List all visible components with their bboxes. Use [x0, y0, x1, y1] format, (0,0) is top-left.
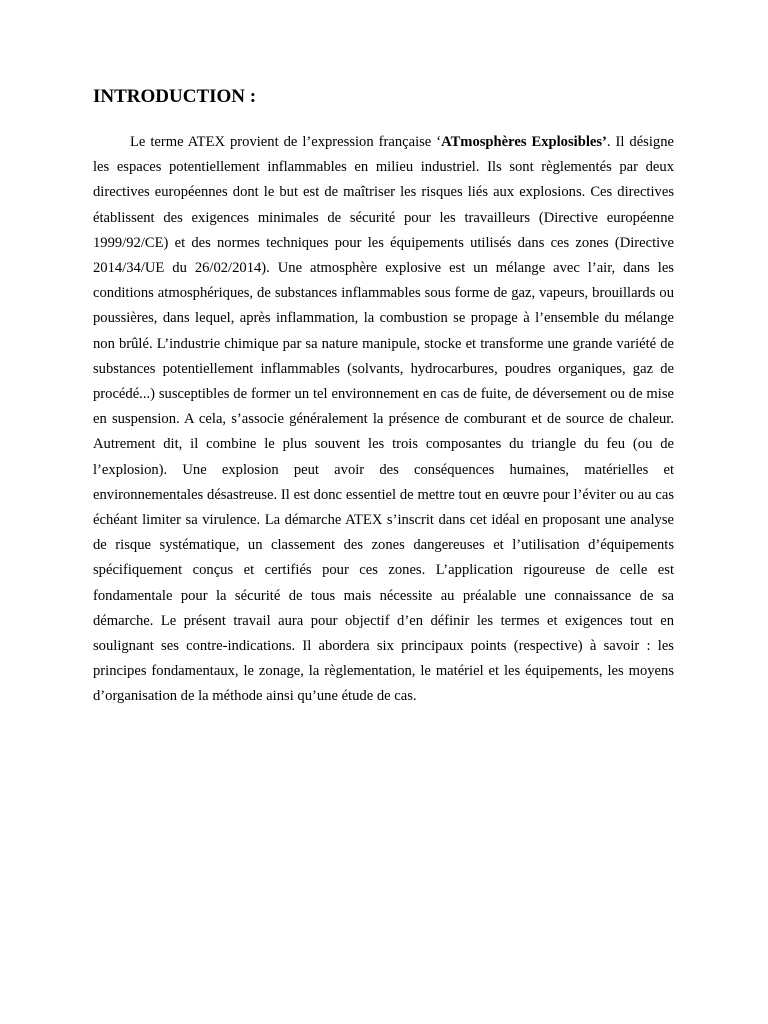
paragraph-body-text: . Il désigne les espaces potentiellement inflammables en milieu industriel. Ils sont règlementés par deux directives européennes dont le but est de maîtriser les risques liés aux explosions. Ces directives établissent des exigences minimales de sécurité pour les travailleurs (Directive européenne 1999/92/CE) et des normes techniques pour les équipements utilisés dans ces zones (Directive 2014/34/UE du 26/02/2014). Une atmosphère explosive est un mélange avec l’air, dans les conditions atmosphériques, de substances inflammables sous forme de gaz, vapeurs, brouillards ou poussières, dans lequel, après inflammation, la combustion se propage à l’ensemble du mélange non brûlé. L’industrie chimique par sa nature manipule, stocke et transforme une grande variété de substances potentiellement inflammables (solvants, hydrocarbures, poudres organiques, gaz de procédé...) susceptibles de former un tel environnement en cas de fuite, de déversement ou de mise en suspension. A cela, s’associe généralement la présence de comburant et de source de chaleur. Autrement dit, il combine le plus souvent les trois composantes du triangle du feu (ou de l’explosion). Une explosion peut avoir des conséquences humaines, matérielles et environnementales désastreuse. Il est donc essentiel de mettre tout en œuvre pour l’éviter ou au cas échéant limiter sa virulence. La démarche ATEX s’inscrit dans cet idéal en proposant une analyse de risque systématique, un classement des zones dangereuses et l’utilisation d’équipements spécifiquement conçus et certifiés pour ces zones. L’application rigoureuse de celle est fondamentale pour la sécurité de tous mais nécessite au préalable une connaissance de sa démarche. Le présent travail aura pour objectif d’en définir les termes et exigences tout en soulignant ses contre-indications. Il abordera six principaux points (respective) à savoir : les principes fondamentaux, le zonage, la règlementation, le matériel et les équipements, les moyens d’organisation de la méthode ainsi qu’une étude de cas.: [93, 134, 674, 705]
paragraph-intro-text: Le terme ATEX provient de l’expression française ‘: [130, 134, 442, 150]
paragraph-emphasis-text: ATmosphères Explosibles’: [441, 134, 607, 150]
introduction-paragraph: [93, 130, 674, 710]
page-title: INTRODUCTION :: [93, 86, 257, 107]
